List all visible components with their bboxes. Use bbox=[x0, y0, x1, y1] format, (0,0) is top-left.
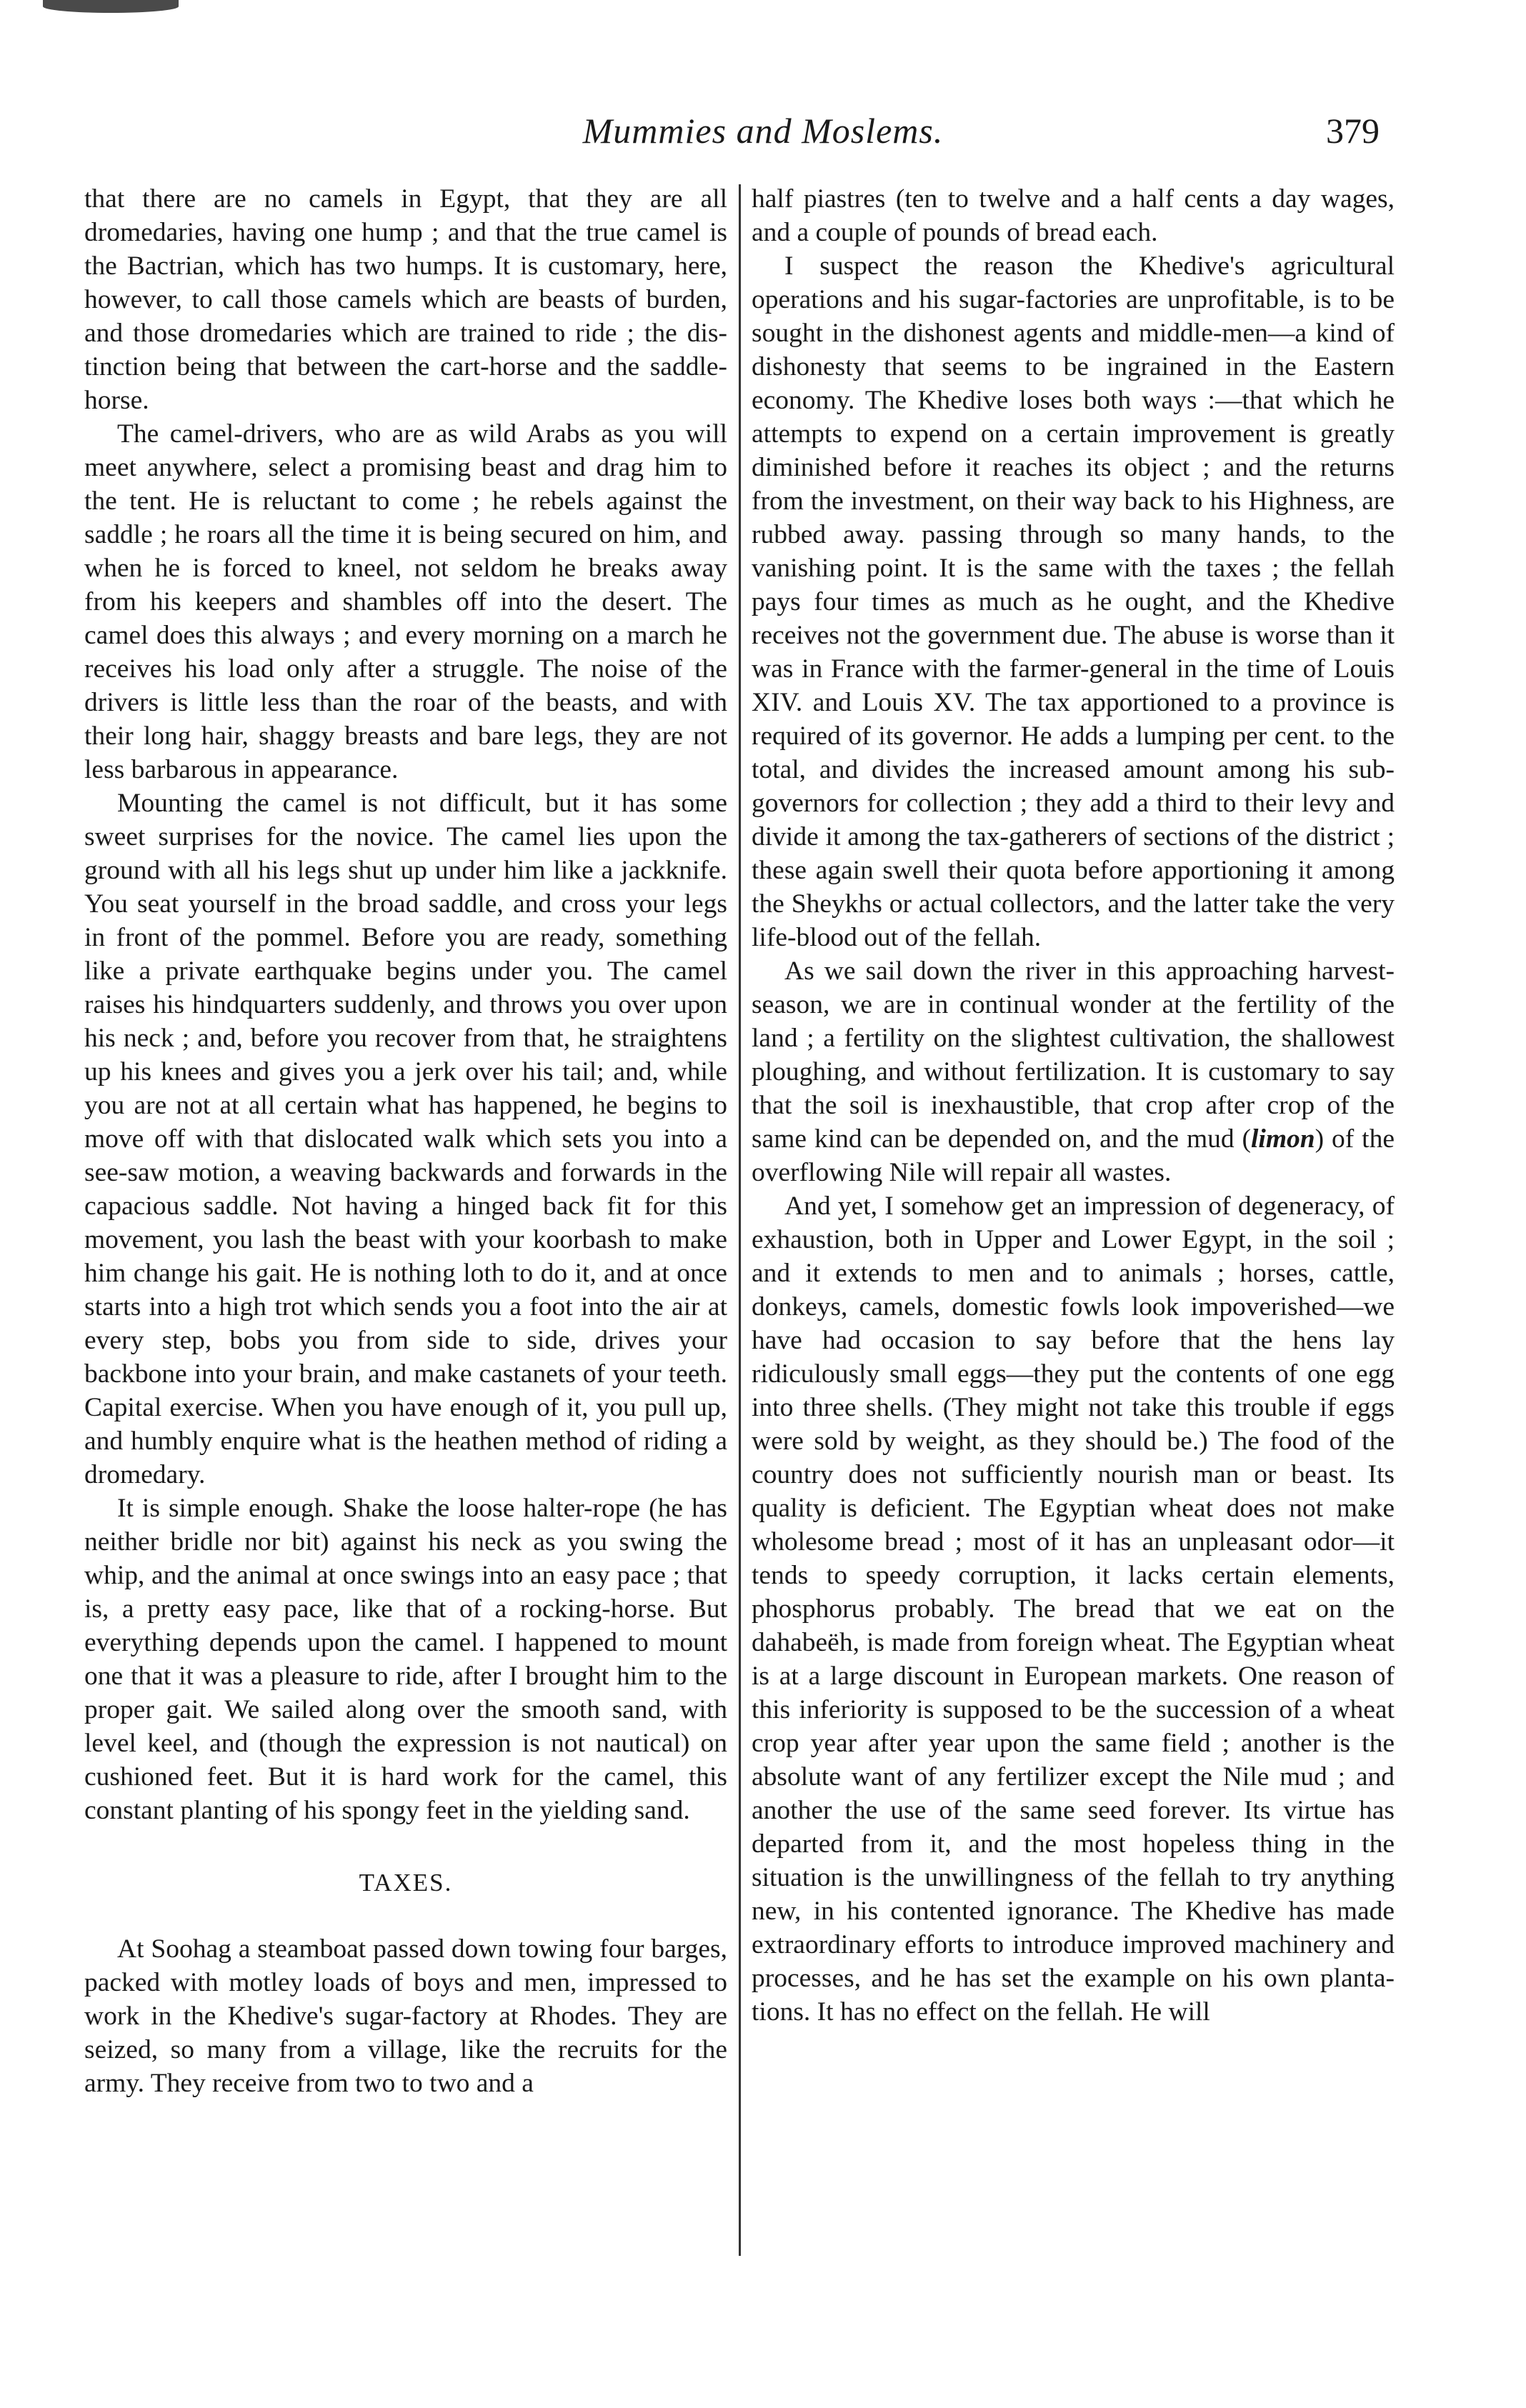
paragraph: that there are no camels in Egypt, that they are all dromedaries, having one hump ; and that the true camel is the Bactrian, which has two humps. It is customary, here, however, to call those camels which are beasts of burden, and those dromedaries which are trained to ride ; the distinction being that between the cart-horse and the saddle-horse. bbox=[84, 184, 727, 415]
paragraph-text: ) of the overflowing Nile will repair all wastes. bbox=[752, 1124, 1395, 1187]
right-column bbox=[752, 182, 1395, 2029]
left-column bbox=[84, 182, 727, 2100]
column-divider bbox=[739, 184, 741, 2256]
running-title: Mummies and Moslems. bbox=[582, 111, 944, 151]
paragraph-text: As we sail down the river in this approaching harvest-season, we are in continual wonder at the fertility of the land ; a fertility on the slightest cultivation, the shallowest ploughing, and without fertilization. It is customary to say that the soil is inexhaustible, that crop after crop of the same kind can be depended on, and the mud ( bbox=[752, 956, 1395, 1154]
italic-term: limon bbox=[1251, 1124, 1315, 1154]
paragraph: And yet, I somehow get an impression of degeneracy, of exhaustion, both in Upper and Lower Egypt, in the soil ; and it extends to men and to animals ; horses, cattle, donkeys, camels, domestic fowls look impoverished—we have had occasion to say before that the hens lay ridiculously small eggs—they put the contents of one egg into three shells. (They might not take this trouble if eggs were sold by weight, as they should be.) The food of the country does not sufficiently nourish man or beast. Its quality is deficient. The Egyptian wheat does not make wholesome bread ; most of it has an unpleasant odor—it tends to speedy corruption, it lacks certain elements, phosphorus probably. The bread that we eat on the dahabeëh, is made from foreign wheat. The Egyptian wheat is at a large discount in European markets. One reason of this inferiority is supposed to be the succession of a wheat crop year after year upon the same field ; another is the absolute want of any fertilizer except the Nile mud ; and another the use of the same seed forever. Its virtue has departed from it, and the most hopeless thing in the situation is the unwillingness of the fellah to try anything new, in his contented ignorance. The Khedive has made extraordinary efforts to introduce improved machinery and processes, and he has set the example on his own plantations. It has no effect on the fellah. He will bbox=[752, 1191, 1395, 2027]
paragraph: The camel-drivers, who are as wild Arabs as you will meet anywhere, select a promising beast and drag him to the tent. He is reluctant to come ; he rebels against the saddle ; he roars all the time it is being secured on him, and when he is forced to kneel, not seldom he breaks away from his keepers and shambles off into the desert. The camel does this always ; and every morning on a march he receives his load only after a struggle. The noise of the drivers is little less than the roar of the beasts, and with their long hair, shaggy breasts and bare legs, they are not less barbarous in appearance. bbox=[84, 419, 727, 784]
paragraph: I suspect the reason the Khedive's agricultural operations and his sugar-factories are unprofitable, is to be sought in the dishonest agents and middle-men—a kind of dishonesty that seems to be ingrained in the Eastern economy. The Khedive loses both ways :—that which he attempts to expend on a certain improvement is greatly diminished before it reaches its object ; and the returns from the investment, on their way back to his Highness, are rubbed away. passing through so many hands, to the vanishing point. It is the same with the taxes ; the fellah pays four times as much as he ought, and the Khedive receives not the government due. The abuse is worse than it was in France with the farmer-general in the time of Louis XIV. and Louis XV. The tax apportioned to a province is required of its governor. He adds a lumping per cent. to the total, and divides the increased amount among his sub-governors for collection ; they add a third to their levy and divide it among the tax-gatherers of sections of the district ; these again swell their quota before apportioning it among the Sheykhs or actual collectors, and the latter take the very life-blood out of the fellah. bbox=[752, 251, 1395, 952]
paragraph bbox=[752, 954, 1395, 1189]
paragraph: Mounting the camel is not difficult, but it has some sweet surprises for the novice. The camel lies upon the ground with all his legs shut up under him like a jackknife. You seat yourself in the broad saddle, and cross your legs in front of the pommel. Before you are ready, something like a private earthquake begins under you. The camel raises his hindquarters suddenly, and throws you over upon his neck ; and, before you recover from that, he straightens up his knees and gives you a jerk over his tail; and, while you are not at all certain what has happened, he begins to move off with that dislocated walk which sets you into a see-saw motion, a weaving backwards and forwards in the capacious saddle. Not having a hinged back fit for this movement, you lash the beast with your koorbash to make him change his gait. He is nothing loth to do it, and at once starts into a high trot which sends you a foot into the air at every step, bobs you from side to side, drives your backbone into your brain, and make castanets of your teeth. Capital exercise. When you have enough of it, you pull up, and humbly enquire what is the heathen method of riding a dromedary. bbox=[84, 789, 727, 1489]
scan-smudge bbox=[43, 0, 179, 13]
paragraph: half piastres (ten to twelve and a half cents a day wages, and a couple of pounds of bread each. bbox=[752, 184, 1395, 247]
paragraph: It is simple enough. Shake the loose halter-rope (he has neither bridle nor bit) against his neck as you swing the whip, and the animal at once swings into an easy pace ; that is, a pretty easy pace, like that of a rocking-horse. But everything depends upon the camel. I happened to mount one that it was a pleasure to ride, after I brought him to the proper gait. We sailed along over the smooth sand, with level keel, and (though the expression is not nautical) on cushioned feet. But it is hard work for the camel, this constant planting of his spongy feet in the yielding sand. bbox=[84, 1494, 727, 1825]
page-number: 379 bbox=[1326, 111, 1380, 151]
paragraph: At Soohag a steamboat passed down towing four barges, packed with motley loads of boys and men, impressed to work in the Khedive's sugar-factory at Rhodes. They are seized, so many from a village, like the recruits for the army. They receive from two to two and a bbox=[84, 1934, 727, 2098]
page-header bbox=[0, 107, 1526, 164]
section-heading: TAXES. bbox=[359, 1869, 453, 1897]
